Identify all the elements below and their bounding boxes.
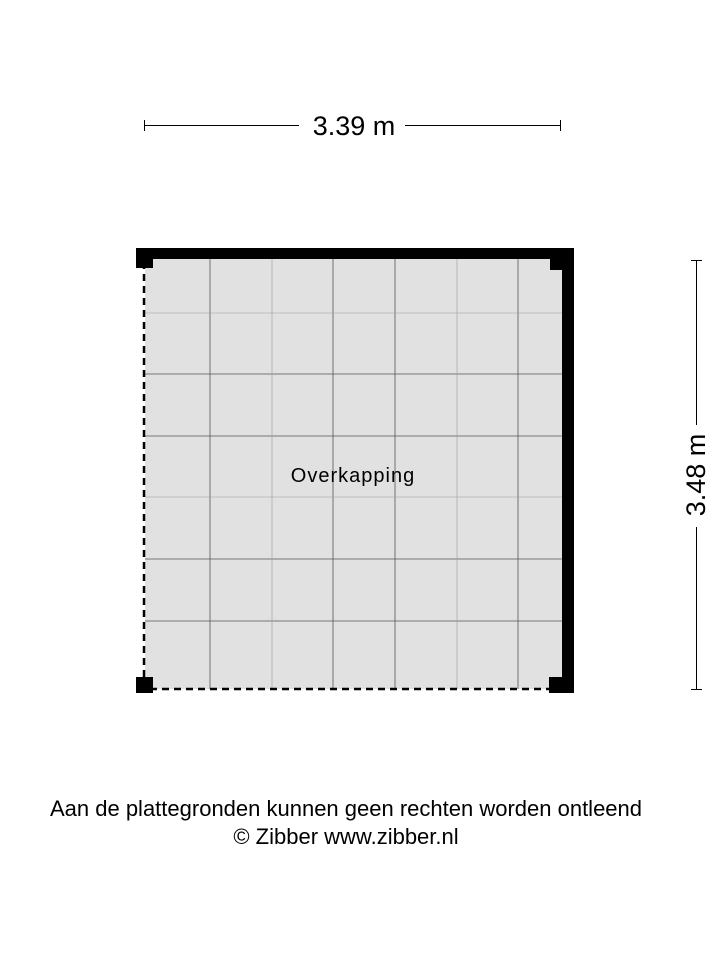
post-top-left (136, 248, 153, 268)
wall-right (562, 248, 574, 692)
room-label: Overkapping (290, 465, 416, 487)
post-bottom-left (136, 677, 153, 693)
width-dimension-label: 3.39 m (312, 111, 396, 141)
height-dimension-label: 3.48 m (681, 433, 711, 517)
post-bottom-right (549, 677, 574, 693)
wall-top (136, 248, 574, 259)
copyright-text: © Zibber www.zibber.nl (233, 824, 459, 849)
post-top-right (550, 248, 574, 270)
disclaimer-text: Aan de plattegronden kunnen geen rechten worden ontleend (49, 796, 643, 821)
